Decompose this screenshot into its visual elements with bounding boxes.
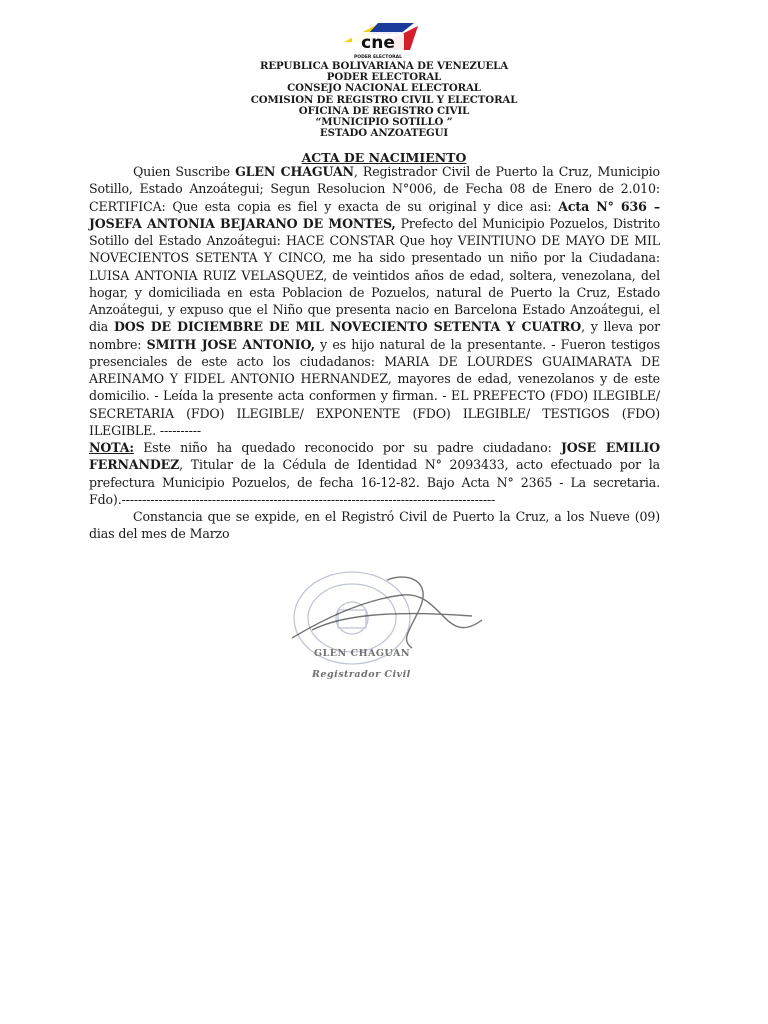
closing-paragraph: Constancia que se expide, en el Registró Civil de Puerto la Cruz, a los Nueve (09) dias del mes de Marzo [89,509,660,542]
text-run: y es hijo natural de la presentante. - Fueron testigos presenciales de este acto los ciudadanos: MARIA DE LOURDES GUAIMARATA DE AREINAMO Y FIDEL ANTONIO HERNANDEZ, mayores de edad, venezolanos y de este domicilio. - Leída la presente acta conformen y firman. - EL PREFECTO (FDO) ILEGIBLE/ SECRETARIA (FDO) ILEGIBLE/ EXPONENTE (FDO) ILEGIBLE/ TESTIGOS (FDO) ILEGIBLE. ---------- [89,336,661,438]
header-line: CONSEJO NACIONAL ELECTORAL [287,82,481,95]
header-line: ESTADO ANZOATEGUI [319,127,449,140]
cne-logo-subtext: PODER ELECTORAL [354,55,402,60]
document-title: ACTA DE NACIMIENTO [301,150,467,165]
document-body [89,163,660,543]
note-paragraph [89,439,660,508]
note-label: NOTA: [89,440,134,455]
father-name: JOSE EMILIO FERNANDEZ [89,440,660,473]
signature-stamp-graphic [282,560,502,685]
document-header [0,61,768,139]
text-run: , y lleva por nombre: [89,319,660,352]
cne-logo-graphic [338,20,420,60]
registrar-name: GLEN CHAGUAN [235,164,354,179]
cne-logo [338,20,420,60]
signature-stamp [282,560,502,685]
cne-logo-text: cne [361,33,395,53]
header-line: “MUNICIPIO SOTILLO ” [315,116,453,129]
birth-date: DOS DE DICIEMBRE DE MIL NOVECIENTO SETENTA Y CUATRO [113,319,582,335]
text-run: Este niño ha quedado reconocido por su padre ciudadano: [133,440,561,455]
child-name: SMITH JOSE ANTONIO, [146,336,315,352]
acta-reference: Acta N° 636 – JOSEFA ANTONIA BEJARANO DE MONTES, [89,198,660,231]
text-run: Quien Suscribe [133,164,236,179]
signature-role: Registrador Civil [312,669,411,680]
header-line: OFICINA DE REGISTRO CIVIL [298,104,470,117]
signature-name: GLEN CHAGUAN [314,648,411,659]
header-line: COMISION DE REGISTRO CIVIL Y ELECTORAL [250,93,518,106]
text-run: Prefecto del Municipio Pozuelos, Distrito Sotillo del Estado Anzoátegui: HACE CONSTAR Que hoy VEINTIUNO DE MAYO DE MIL NOVECIENTOS SETENTA Y CINCO, me ha sido presentado un niño por la Ciudadana: LUISA ANTONIA RUIZ VELASQUEZ, de veintidos años de edad, soltera, venezolana, del hogar, y domiciliada en esta Poblacion de Pozuelos, natural de Puerto la Cruz, Estado Anzoátegui, y expuso que el Niño que presenta nacio en Barcelona Estado Anzoátegui, el dia [89,215,660,335]
header-line: REPUBLICA BOLIVARIANA DE VENEZUELA [259,60,509,72]
text-run: , Registrador Civil de Puerto la Cruz, Municipio Sotillo, Estado Anzoátegui; Segun Resolucion N°006, de Fecha 08 de Enero de 2.010: CERTIFICA: Que esta copia es fiel y exacta de su original y dice asi: [89,164,660,214]
header-line: PODER ELECTORAL [326,71,442,84]
text-run: , Titular de la Cédula de Identidad N° 2093433, acto efectuado por la prefectura Municipio Pozuelos, de fecha 16-12-82. Bajo Acta N° 2365 - La secretaria. Fdo).------------------------------------------------------------------------------------------- [89,457,660,507]
certificate-paragraph [89,163,660,439]
